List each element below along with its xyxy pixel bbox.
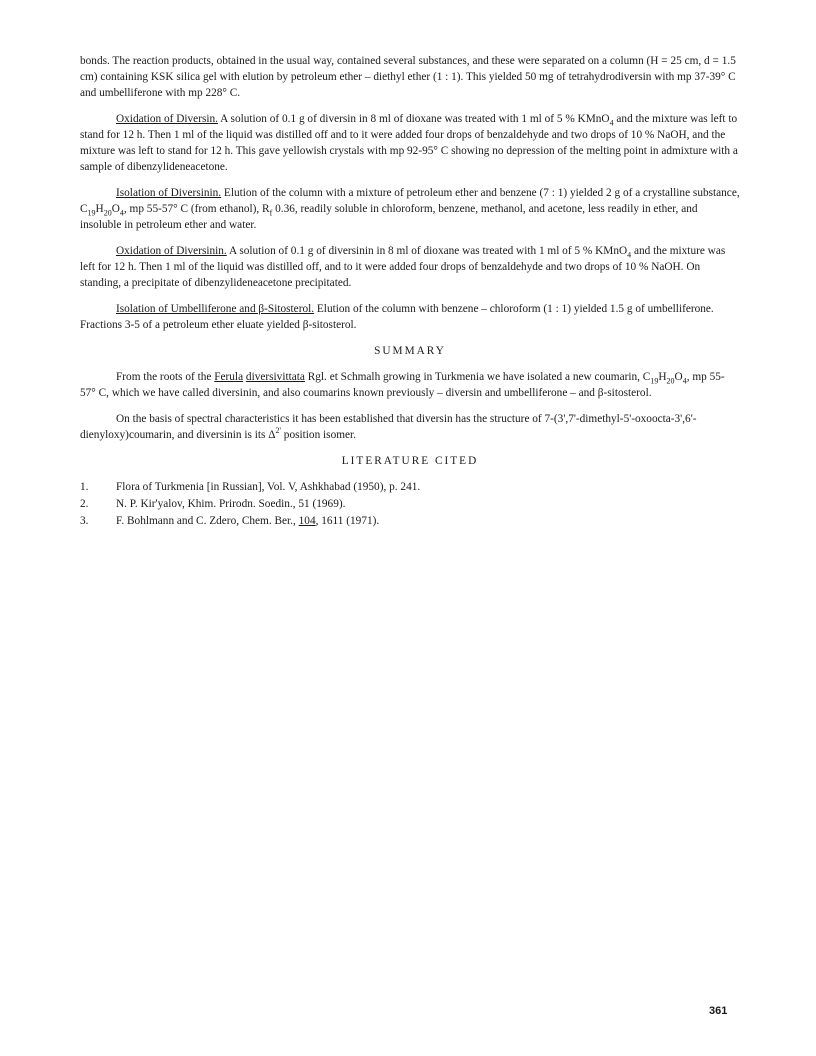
text: H bbox=[658, 371, 667, 383]
subscript: 4 bbox=[609, 118, 614, 128]
text: O bbox=[674, 371, 683, 383]
text: On the basis of spectral characteristics it has been established that diversin has the structure of 7-(3',7'-dimethyl-5'-oxoocta-3',6'-dienyloxy)coumarin, and diversinin is its Δ bbox=[80, 413, 697, 441]
page-body bbox=[80, 53, 740, 530]
paragraph-isolation-umbelliferone bbox=[80, 301, 740, 333]
reference-item bbox=[80, 496, 740, 512]
paragraph-oxidation-diversinin bbox=[80, 243, 740, 291]
paragraph-isolation-diversinin bbox=[80, 185, 740, 233]
subscript: 4 bbox=[119, 208, 124, 218]
text: , mp 55-57° C (from ethanol), R bbox=[123, 203, 270, 215]
subscript: f bbox=[269, 208, 273, 218]
summary-paragraph-2 bbox=[80, 411, 740, 443]
species-name: diversivittata bbox=[245, 371, 305, 383]
text: Rgl. et Schmalh growing in Turkmenia we have isolated a new coumarin, C bbox=[304, 371, 651, 383]
reference-number: 2. bbox=[80, 498, 89, 510]
text: , mp 55-57° C, which we have called diversinin, and also coumarins known previously – diversin and umbelliferone – and β-sitosterol. bbox=[80, 371, 725, 399]
text: and the mixture was left to stand for 12 h. Then 1 ml of the liquid was distilled off and to it were added four drops of benzaldehyde and two drops of 10 % NaOH, and the mixture was left to stand for 12 h. This gave yellowish crystals with mp 92-95° C showing no depression of the melting point in admixture with a sample of dibenzylideneacetone. bbox=[80, 113, 738, 173]
paragraph-continuation: bonds. The reaction products, obtained in the usual way, contained several substances, and these were separated on a column (H = 25 cm, d = 1.5 cm) containing KSK silica gel with elution by petroleum ether – diethyl ether (1 : 1). This yielded 50 mg of tetrahydrodiversin with mp 37-39° C and umbelliferone with mp 228° C. bbox=[80, 55, 736, 99]
subscript: 19 bbox=[650, 376, 659, 386]
literature-title: LITERATURE CITED bbox=[341, 455, 479, 467]
text: O bbox=[111, 203, 120, 215]
reference-text bbox=[116, 513, 379, 529]
subscript: 19 bbox=[87, 208, 96, 218]
text: A solution of 0.1 g of diversinin in 8 ml of dioxane was treated with 1 ml of 5 % KMnO bbox=[226, 245, 628, 257]
text: From the roots of the bbox=[116, 371, 215, 383]
heading-oxidation-diversin: Oxidation of Diversin. bbox=[116, 113, 218, 125]
text: 0.36, readily soluble in chloroform, benzene, methanol, and acetone, less readily in ether, and insoluble in petroleum ether and water. bbox=[80, 203, 698, 231]
text: A solution of 0.1 g of diversin in 8 ml of dioxane was treated with 1 ml of 5 % KMnO bbox=[217, 113, 610, 125]
reference-text: Flora of Turkmenia [in Russian], Vol. V, Ashkhabad (1950), p. 241. bbox=[116, 481, 421, 493]
heading-isolation-umbelliferone: Isolation of Umbelliferone and β-Sitosterol. bbox=[116, 303, 315, 315]
summary-paragraph-1 bbox=[80, 369, 740, 401]
volume-number: 104 bbox=[298, 515, 316, 527]
heading-oxidation-diversinin: Oxidation of Diversinin. bbox=[116, 245, 227, 257]
page-number: 361 bbox=[709, 1005, 728, 1017]
reference-number: 3. bbox=[80, 515, 89, 527]
subscript: 20 bbox=[666, 376, 675, 386]
text: position isomer. bbox=[280, 429, 356, 441]
heading-isolation-diversinin: Isolation of Diversinin. bbox=[116, 187, 222, 199]
reference-item bbox=[80, 479, 740, 495]
superscript: 2' bbox=[275, 426, 281, 436]
subscript: 4 bbox=[627, 250, 632, 260]
paragraph-oxidation-diversin bbox=[80, 111, 740, 175]
genus-name: Ferula bbox=[214, 371, 244, 383]
text: H bbox=[95, 203, 104, 215]
reference-number: 1. bbox=[80, 481, 89, 493]
reference-item bbox=[80, 513, 740, 529]
summary-title: SUMMARY bbox=[374, 345, 446, 357]
text: Elution of the column with benzene – chloroform (1 : 1) yielded 1.5 g of umbelliferone. Fractions 3-5 of a petroleum ether eluate yielded β-sitosterol. bbox=[80, 303, 714, 331]
subscript: 4 bbox=[682, 376, 687, 386]
text: Elution of the column with a mixture of petroleum ether and benzene (7 : 1) yielded 2 g of a crystalline substance, C bbox=[80, 187, 740, 215]
reference-list bbox=[80, 479, 740, 529]
text: and the mixture was left for 12 h. Then 1 ml of the liquid was distilled off, and to it were added four drops of benzaldehyde and two drops of 10 % NaOH. On standing, a precipitate of dibenzylideneacetone precipitated. bbox=[80, 245, 726, 289]
reference-text: N. P. Kir'yalov, Khim. Prirodn. Soedin., 51 (1969). bbox=[116, 498, 346, 510]
text: F. Bohlmann and C. Zdero, Chem. Ber., bbox=[116, 515, 299, 527]
subscript: 20 bbox=[103, 208, 112, 218]
text: , 1611 (1971). bbox=[315, 515, 380, 527]
